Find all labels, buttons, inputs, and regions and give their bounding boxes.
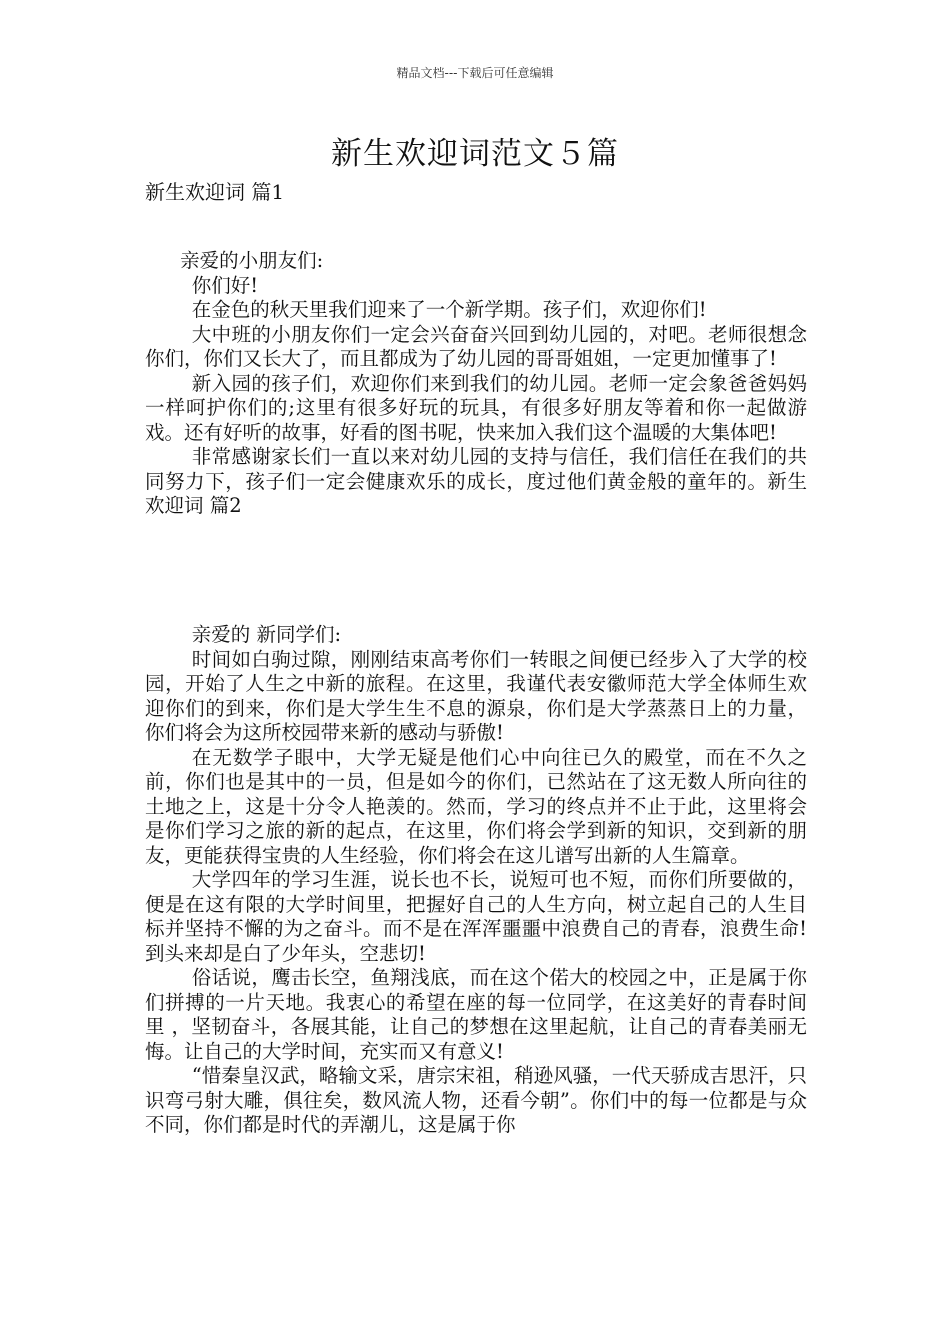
section1-paragraph: 在金色的秋天里我们迎来了一个新学期。孩子们，欢迎你们! (191, 298, 707, 321)
section1-paragraph: 非常感谢家长们一直以来对幼儿园的支持与信任，我们信任在我们的共同努力下，孩子们一定会健康欢乐的成长，度过他们黄金般的童年的。新生欢迎词 篇2 (145, 445, 807, 517)
section2-paragraph: 时间如白驹过隙，刚刚结束高考你们一转眼之间便已经步入了大学的校园，开始了人生之中新的旅程。在这里，我谨代表安徽师范大学全体师生欢迎你们的到来，你们是大学生生不息的源泉，你们是大学蒸蒸日上的力量，你们将会为这所校园带来新的感动与骄傲! (145, 647, 807, 744)
header-note: 精品文档---下载后可任意编辑 (396, 66, 554, 80)
section2-paragraph: 大学四年的学习生涯，说长也不长，说短可也不短，而你们所要做的，便是在这有限的大学时间里，把握好自己的人生方向，树立起自己的人生目标并坚持不懈的为之奋斗。而不是在浑浑噩噩中浪费自己的青春，浪费生命!到头来却是白了少年头，空悲切! (145, 868, 807, 965)
section2-paragraph: 在无数学子眼中，大学无疑是他们心中向往已久的殿堂，而在不久之前，你们也是其中的一员，但是如今的你们，已然站在了这无数人所向往的土地之上，这是十分令人艳羡的。然而，学习的终点并不止于此，这里将会是你们学习之旅的新的起点，在这里，你们将会学到新的知识，交到新的朋友，更能获得宝贵的人生经验，你们将会在这儿谱写出新的人生篇章。 (145, 745, 807, 867)
section1-body (145, 249, 807, 519)
section2-paragraph: 俗话说，鹰击长空，鱼翔浅底，而在这个偌大的校园之中，正是属于你们拼搏的一片天地。我衷心的希望在座的每一位同学，在这美好的青春时间里 ，坚韧奋斗，各展其能，让自己的梦想在这里起航，让自己的青春美丽无悔。让自己的大学时间，充实而又有意义! (145, 966, 807, 1063)
section1-paragraph: 新入园的孩子们，欢迎你们来到我们的幼儿园。老师一定会象爸爸妈妈一样呵护你们的;这里有很多好玩的玩具，有很多好朋友等着和你一起做游戏。还有好听的故事，好看的图书呢，快来加入我们这个温暖的大集体吧! (145, 371, 807, 444)
section2-greeting: 亲爱的 新同学们: (191, 623, 342, 646)
section1-hello: 你们好! (191, 273, 259, 297)
section2-body (145, 623, 807, 1138)
section1-heading: 新生欢迎词 篇1 (145, 180, 285, 204)
section1-paragraph: 大中班的小朋友你们一定会兴奋奋兴回到幼儿园的，对吧。老师很想念你们，你们又长大了，而且都成为了幼儿园的哥哥姐姐，一定更加懂事了! (145, 322, 807, 370)
document-title: 新生欢迎词范文５篇 (331, 136, 619, 172)
section2-paragraph: “惜秦皇汉武，略输文采，唐宗宋祖，稍逊风骚，一代天骄成吉思汗，只识弯弓射大雕，俱往矣，数风流人物，还看今朝”。你们中的每一位都是与众不同，你们都是时代的弄潮儿，这是属于你 (145, 1064, 807, 1136)
section1-greeting: 亲爱的小朋友们: (180, 249, 324, 272)
